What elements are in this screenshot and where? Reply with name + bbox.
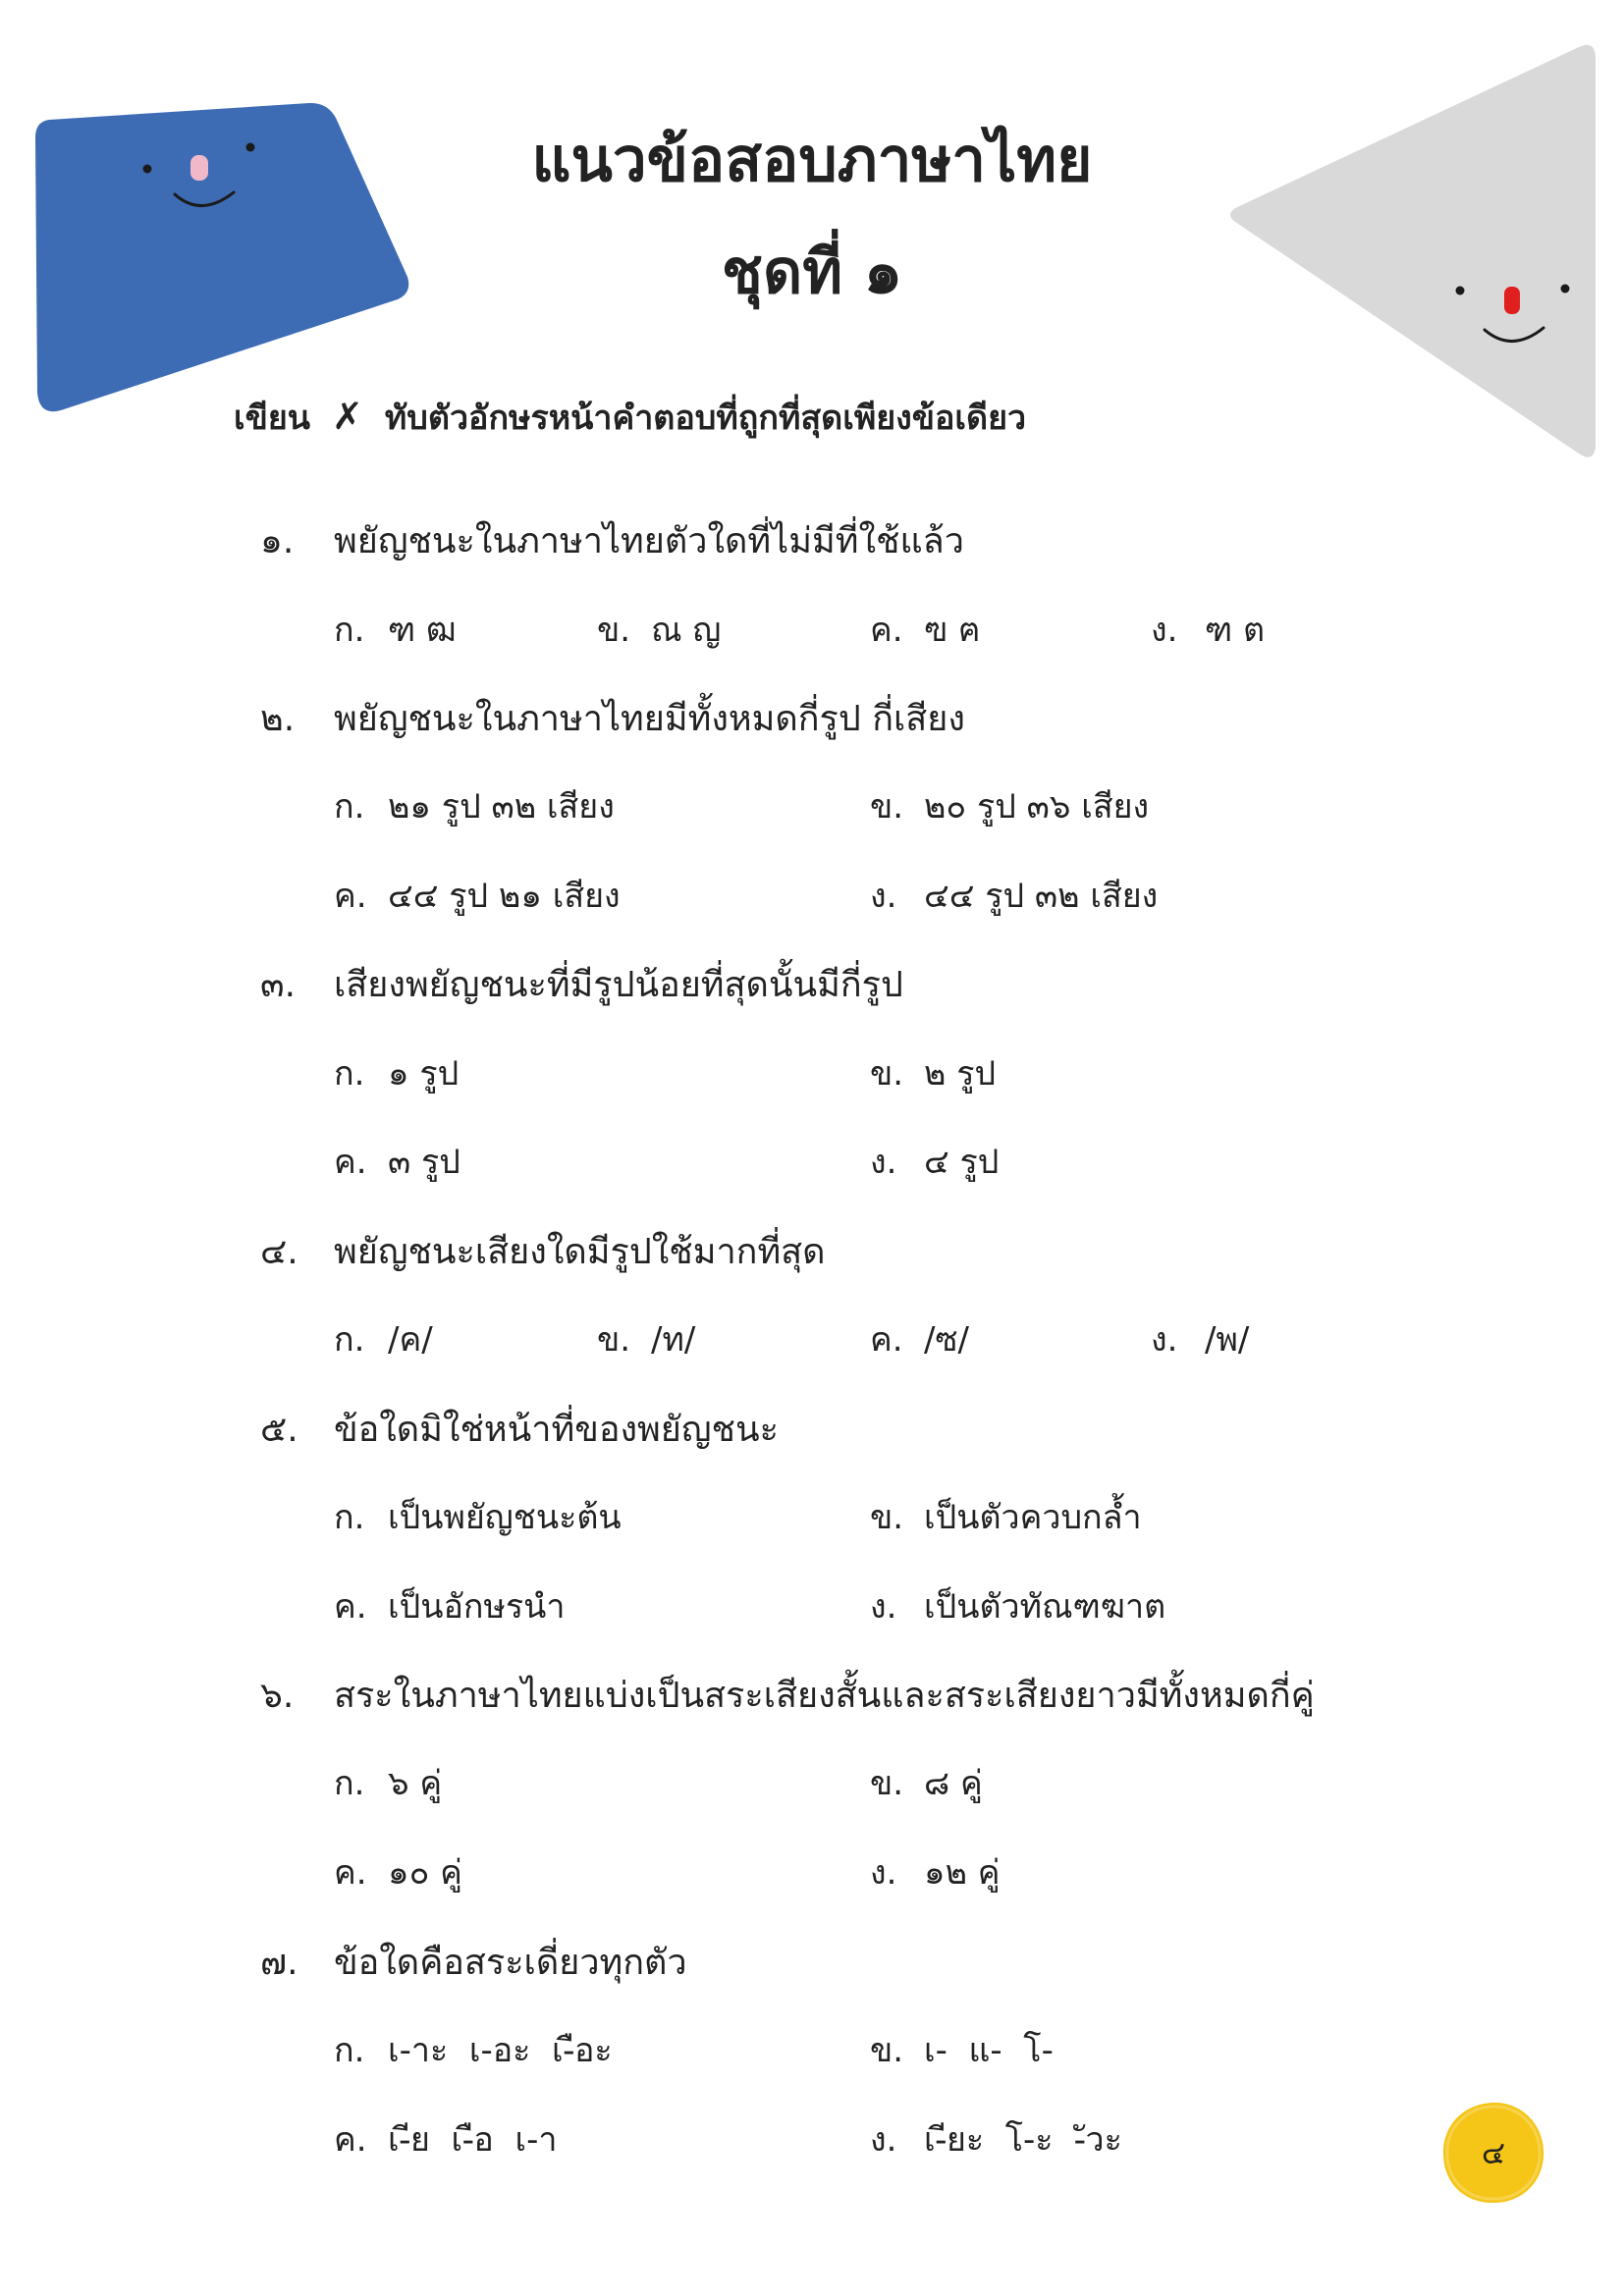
- question-text: สระในภาษาไทยแบ่งเป็นสระเสียงสั้นและสระเสียงยาวมีทั้งหมดกี่คู่: [334, 1676, 1315, 1716]
- option-3a[interactable]: [334, 1046, 459, 1099]
- question-text: ข้อใดมิใช่หน้าที่ของพยัญชนะ: [334, 1410, 779, 1450]
- option-6a[interactable]: [334, 1756, 442, 1809]
- question-number: ๗.: [260, 1943, 298, 1983]
- option-5a[interactable]: [334, 1490, 622, 1543]
- instruction-prefix: เขียน: [234, 399, 311, 438]
- option-1a[interactable]: [334, 603, 457, 656]
- question-1: [260, 512, 964, 568]
- option-text: เ- แ- โ-: [924, 2031, 1054, 2070]
- option-3b[interactable]: [870, 1046, 996, 1099]
- option-text: ๔ รูป: [924, 1143, 1000, 1182]
- question-number: ๕.: [260, 1410, 298, 1450]
- option-text: ๑๒ คู่: [924, 1853, 1001, 1893]
- option-label: ค.: [334, 2120, 367, 2160]
- instruction: [234, 391, 1026, 444]
- option-3d[interactable]: [870, 1135, 999, 1188]
- option-5b[interactable]: [870, 1490, 1142, 1543]
- option-text: ณ ญ: [651, 611, 722, 650]
- option-text: ๒๑ รูป ๓๒ เสียง: [388, 787, 615, 827]
- option-3c[interactable]: [334, 1135, 460, 1188]
- question-5: [260, 1401, 779, 1457]
- option-2b[interactable]: [870, 779, 1149, 832]
- page-subtitle: ชุดที่ ๑: [721, 236, 903, 307]
- option-2d[interactable]: [870, 869, 1158, 922]
- question-text: ข้อใดคือสระเดี่ยวทุกตัว: [334, 1943, 687, 1983]
- option-text: ฑ ฒ: [388, 611, 457, 650]
- option-label: ก.: [334, 1054, 365, 1094]
- option-4b[interactable]: [597, 1312, 695, 1365]
- question-number: ๑.: [260, 521, 295, 561]
- option-text: เป็นอักษรนำ: [388, 1587, 566, 1627]
- option-text: เป็นตัวควบกล้ำ: [924, 1498, 1142, 1537]
- option-7c[interactable]: [334, 2112, 557, 2165]
- option-text: ๑ รูป: [388, 1054, 460, 1094]
- option-7d[interactable]: [870, 2112, 1122, 2165]
- option-6c[interactable]: [334, 1845, 462, 1898]
- option-label: ข.: [870, 2031, 904, 2070]
- option-label: ก.: [334, 611, 365, 650]
- option-label: ก.: [334, 1320, 365, 1360]
- instruction-text: ทับตัวอักษรหน้าคำตอบที่ถูกที่สุดเพียงข้อเดียว: [384, 399, 1027, 438]
- option-text: ๔๔ รูป ๓๒ เสียง: [924, 877, 1159, 916]
- option-text: ๒๐ รูป ๓๖ เสียง: [924, 787, 1150, 827]
- option-6d[interactable]: [870, 1845, 1001, 1898]
- option-text: ๔๔ รูป ๒๑ เสียง: [388, 877, 621, 916]
- option-label: ก.: [334, 1498, 365, 1537]
- option-text: /ท/: [651, 1320, 696, 1360]
- question-number: ๒.: [260, 699, 296, 739]
- option-2c[interactable]: [334, 869, 621, 922]
- question-number: ๖.: [260, 1676, 295, 1716]
- option-4c[interactable]: [870, 1312, 969, 1365]
- option-label: ข.: [597, 1320, 631, 1360]
- option-5d[interactable]: [870, 1579, 1165, 1632]
- option-text: เ-ีย เ-ือ เ-า: [388, 2120, 558, 2160]
- question-text: พยัญชนะในภาษาไทยตัวใดที่ไม่มีที่ใช้แล้ว: [334, 521, 964, 561]
- option-label: ข.: [870, 1498, 904, 1537]
- option-text: ฑ ต: [1205, 611, 1266, 650]
- option-1c[interactable]: [870, 603, 981, 656]
- cross-mark-icon: ✗: [332, 395, 363, 438]
- option-label: ข.: [870, 787, 904, 827]
- question-number: ๓.: [260, 965, 297, 1005]
- option-label: ค.: [334, 1143, 367, 1182]
- option-text: ฃ ฅ: [924, 611, 981, 650]
- question-text: เสียงพยัญชนะที่มีรูปน้อยที่สุดนั้นมีกี่รูป: [334, 965, 903, 1005]
- question-4: [260, 1223, 826, 1279]
- question-text: พยัญชนะในภาษาไทยมีทั้งหมดกี่รูป กี่เสียง: [334, 699, 965, 739]
- question-2: [260, 690, 965, 746]
- option-text: เป็นตัวทัณฑฆาต: [924, 1587, 1166, 1627]
- question-3: [260, 956, 903, 1012]
- option-7b[interactable]: [870, 2023, 1054, 2076]
- page-number: ๔: [1481, 2134, 1506, 2171]
- question-text: พยัญชนะเสียงใดมีรูปใช้มากที่สุด: [334, 1232, 826, 1272]
- option-label: ง.: [870, 2120, 897, 2160]
- page-number-badge: [1439, 2099, 1547, 2207]
- option-label: ค.: [334, 1587, 367, 1627]
- option-6b[interactable]: [870, 1756, 983, 1809]
- option-label: ง.: [870, 1587, 897, 1627]
- option-label: ง.: [1151, 1320, 1178, 1360]
- option-1d[interactable]: [1151, 603, 1265, 656]
- option-text: ๑๐ คู่: [388, 1853, 462, 1893]
- option-text: /พ/: [1205, 1320, 1250, 1360]
- option-text: /ซ/: [924, 1320, 969, 1360]
- question-number: ๔.: [260, 1232, 298, 1272]
- option-text: ๖ คู่: [388, 1764, 443, 1803]
- option-label: ง.: [870, 877, 897, 916]
- page-title: แนวข้อสอบภาษาไทย: [531, 124, 1093, 195]
- option-2a[interactable]: [334, 779, 615, 832]
- option-label: ก.: [334, 1764, 365, 1803]
- option-label: ค.: [334, 877, 367, 916]
- option-label: ก.: [334, 787, 365, 827]
- option-5c[interactable]: [334, 1579, 565, 1632]
- option-label: ค.: [870, 611, 903, 650]
- option-1b[interactable]: [597, 603, 721, 656]
- option-7a[interactable]: [334, 2023, 613, 2076]
- option-text: /ค/: [388, 1320, 433, 1360]
- option-label: ง.: [1151, 611, 1178, 650]
- option-label: ข.: [597, 611, 631, 650]
- question-7: [260, 1934, 687, 1990]
- option-text: ๘ คู่: [924, 1764, 983, 1803]
- option-4a[interactable]: [334, 1312, 433, 1365]
- option-label: ค.: [870, 1320, 903, 1360]
- option-label: ค.: [334, 1853, 367, 1893]
- option-text: เป็นพยัญชนะต้น: [388, 1498, 622, 1537]
- option-text: ๓ รูป: [388, 1143, 460, 1182]
- option-label: ก.: [334, 2031, 365, 2070]
- question-6: [260, 1667, 1315, 1723]
- option-4d[interactable]: [1151, 1312, 1249, 1365]
- option-label: ง.: [870, 1143, 897, 1182]
- option-text: ๒ รูป: [924, 1054, 997, 1094]
- option-text: เ-าะ เ-อะ เ-ือะ: [388, 2031, 613, 2070]
- option-label: ง.: [870, 1853, 897, 1893]
- option-label: ข.: [870, 1054, 904, 1094]
- option-text: เ-ียะ โ-ะ -ัวะ: [924, 2120, 1122, 2160]
- option-label: ข.: [870, 1764, 904, 1803]
